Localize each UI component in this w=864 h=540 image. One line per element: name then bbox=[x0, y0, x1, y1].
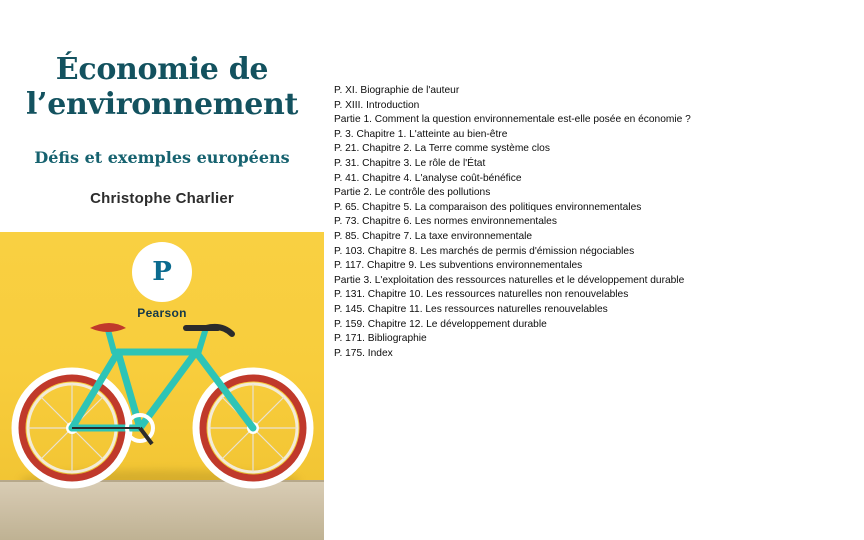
table-of-contents bbox=[334, 84, 854, 361]
toc-entry: P. 3. Chapitre 1. L'atteinte au bien-être bbox=[334, 128, 508, 140]
toc-entry: P. 41. Chapitre 4. L'analyse coût-bénéfice bbox=[334, 172, 522, 184]
cover-title-line2: l’environnement bbox=[25, 87, 299, 123]
pearson-logo-letter: P bbox=[152, 257, 172, 287]
cover-subtitle: Défis et exemples européens bbox=[34, 148, 290, 167]
toc-entry: P. XI. Biographie de l'auteur bbox=[334, 85, 460, 96]
toc-entry: P. 175. Index bbox=[334, 347, 393, 359]
toc-entry: P. 159. Chapitre 12. Le développement durable bbox=[334, 318, 547, 330]
toc-entry: Partie 2. Le contrôle des pollutions bbox=[334, 187, 491, 199]
toc-entry: P. 65. Chapitre 5. La comparaison des politiques environnementales bbox=[334, 201, 642, 213]
toc-entry: P. 21. Chapitre 2. La Terre comme système clos bbox=[334, 143, 550, 155]
book-cover bbox=[0, 0, 324, 540]
toc-entry: Partie 1. Comment la question environnementale est-elle posée en économie ? bbox=[334, 114, 691, 126]
toc-entry: P. 145. Chapitre 11. Les ressources naturelles renouvelables bbox=[334, 303, 608, 315]
toc-entry: Partie 3. L'exploitation des ressources naturelles et le développement durable bbox=[334, 274, 685, 286]
cover-title-line1: Économie de bbox=[55, 52, 269, 87]
publisher-name: Pearson bbox=[137, 306, 187, 320]
toc-entry: P. 171. Bibliographie bbox=[334, 333, 427, 345]
bicycle-icon bbox=[0, 232, 324, 540]
cover-author: Christophe Charlier bbox=[90, 190, 234, 207]
toc-entry: P. 31. Chapitre 3. Le rôle de l'État bbox=[334, 157, 486, 169]
toc-entry: P. 85. Chapitre 7. La taxe environnementale bbox=[334, 230, 533, 242]
toc-entry: P. XIII. Introduction bbox=[334, 99, 420, 111]
toc-entry: P. 103. Chapitre 8. Les marchés de permis d'émission négociables bbox=[334, 245, 635, 257]
cover-title bbox=[0, 52, 324, 122]
toc-entry: P. 117. Chapitre 9. Les subventions environnementales bbox=[334, 260, 583, 272]
cover-text-panel bbox=[0, 0, 324, 232]
cover-photo bbox=[0, 232, 324, 540]
toc-entry: P. 73. Chapitre 6. Les normes environnementales bbox=[334, 216, 557, 228]
toc-entry: P. 131. Chapitre 10. Les ressources naturelles non renouvelables bbox=[334, 289, 629, 301]
